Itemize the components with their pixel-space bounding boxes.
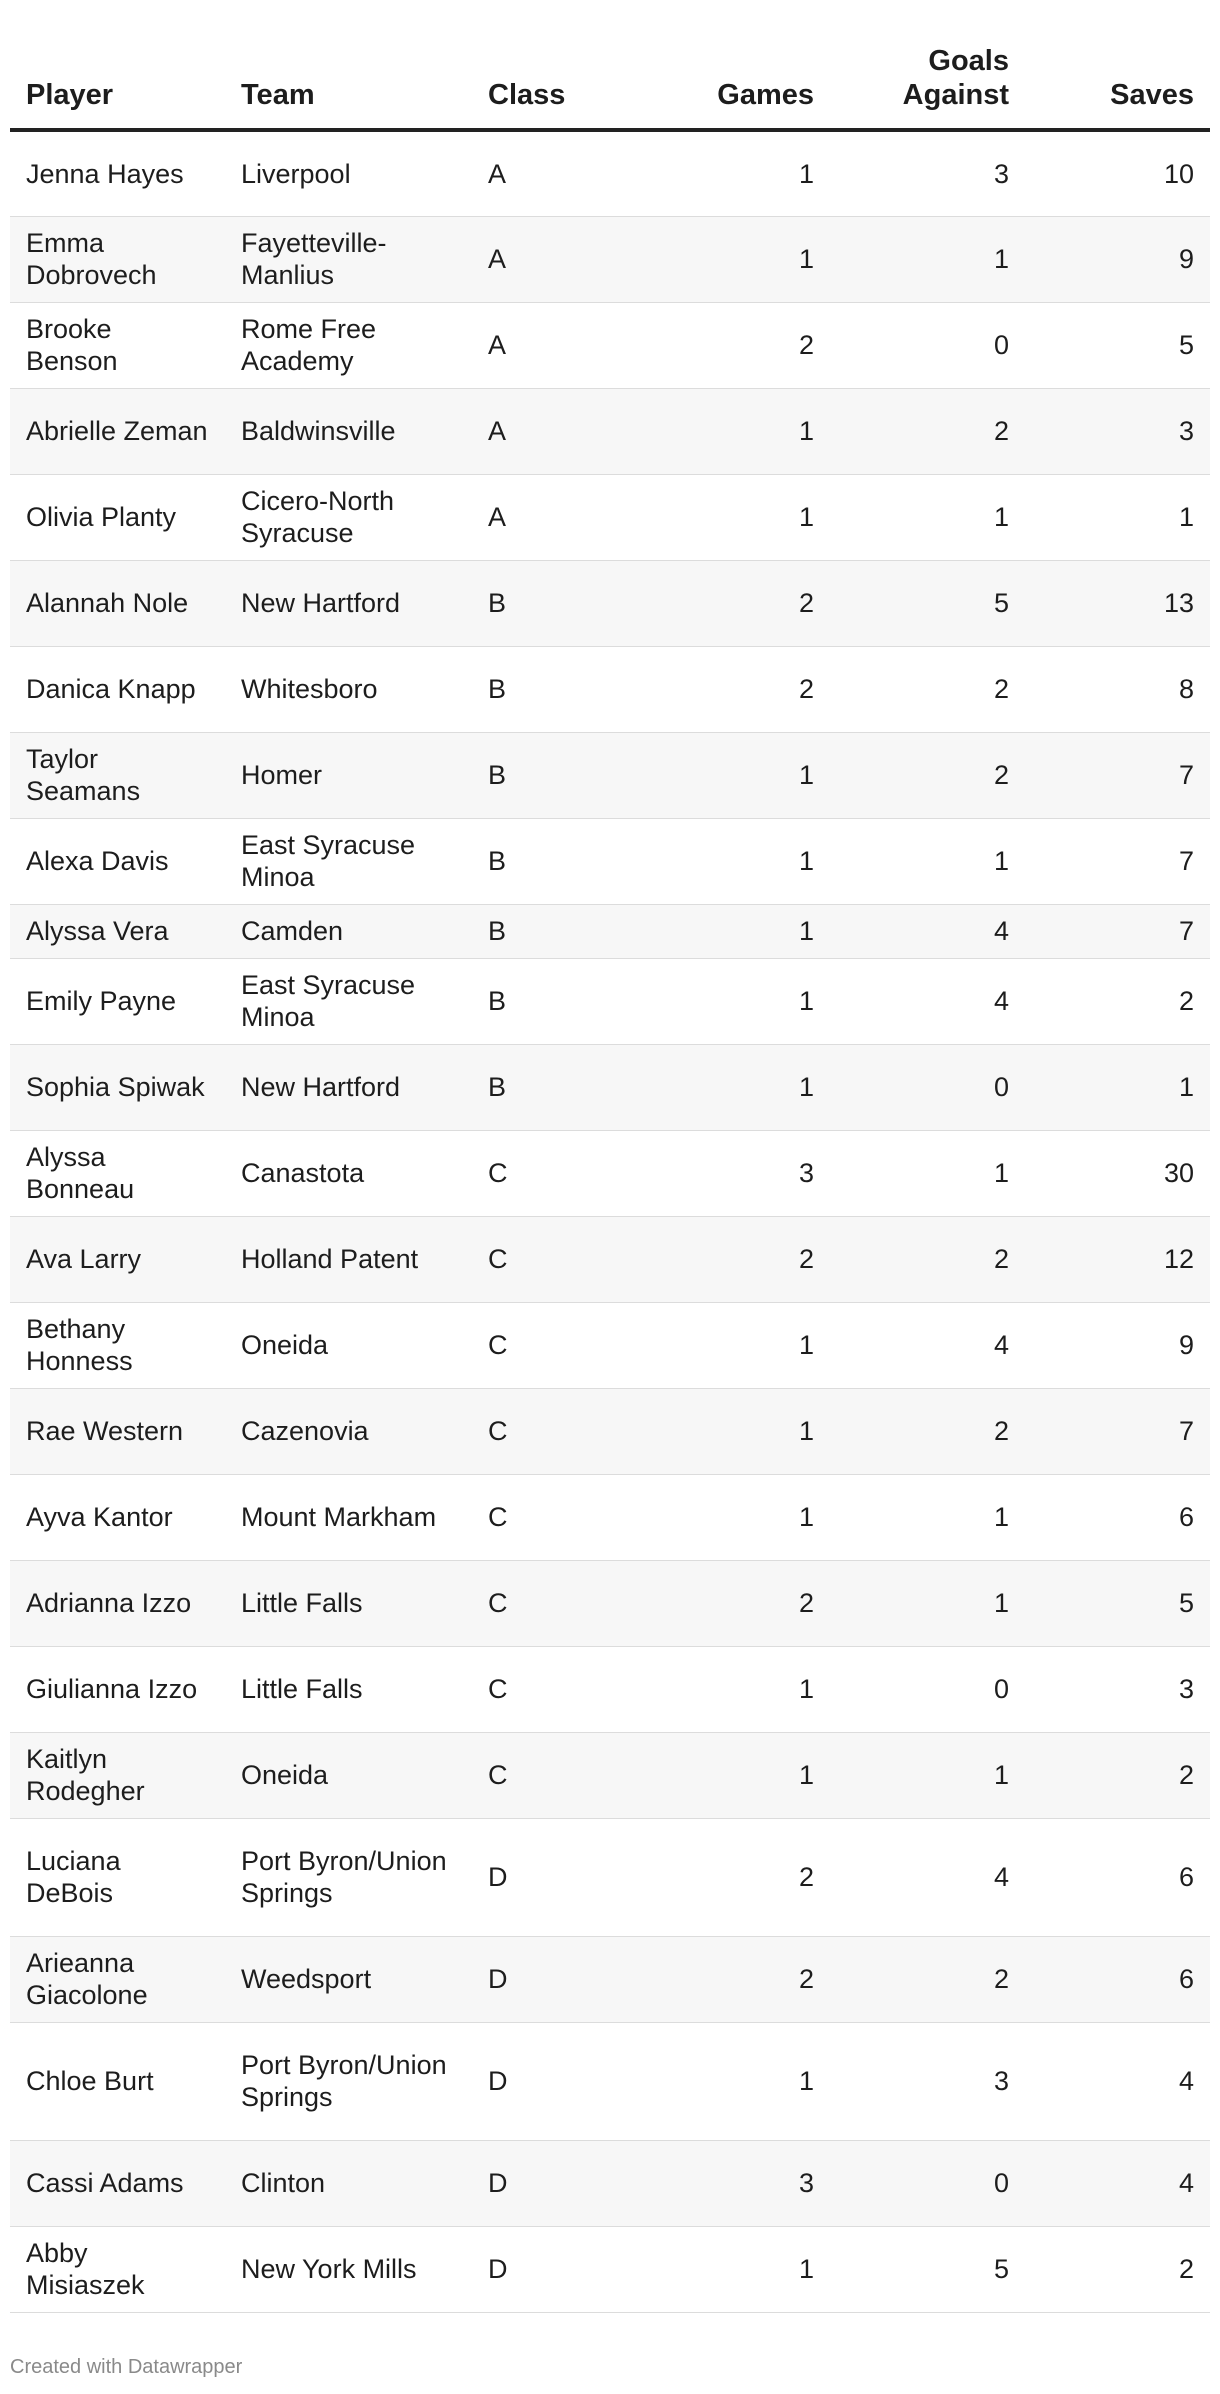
cell-class: C: [472, 1732, 620, 1818]
cell-player: Jenna Hayes: [10, 130, 225, 216]
cell-class: B: [472, 560, 620, 646]
cell-saves: 7: [1025, 818, 1210, 904]
cell-player: Taylor Seamans: [10, 732, 225, 818]
header-games[interactable]: Games: [620, 40, 830, 130]
table-body: [10, 130, 1210, 2312]
cell-team: Clinton: [225, 2140, 472, 2226]
table-row: [10, 646, 1210, 732]
cell-saves: 4: [1025, 2022, 1210, 2140]
header-goals-against[interactable]: Goals Against: [830, 40, 1025, 130]
cell-player: Emma Dobrovech: [10, 216, 225, 302]
cell-games: 1: [620, 216, 830, 302]
cell-player: Alyssa Vera: [10, 904, 225, 958]
table-row: [10, 1474, 1210, 1560]
header-player[interactable]: Player: [10, 40, 225, 130]
cell-saves: 2: [1025, 2226, 1210, 2312]
cell-goals-against: 4: [830, 1818, 1025, 1936]
cell-goals-against: 0: [830, 2140, 1025, 2226]
cell-player: Luciana DeBois: [10, 1818, 225, 1936]
table-row: [10, 1216, 1210, 1302]
cell-class: C: [472, 1474, 620, 1560]
cell-team: Homer: [225, 732, 472, 818]
cell-games: 1: [620, 732, 830, 818]
cell-goals-against: 2: [830, 388, 1025, 474]
table-row: [10, 2226, 1210, 2312]
cell-saves: 3: [1025, 1646, 1210, 1732]
cell-games: 2: [620, 1216, 830, 1302]
cell-saves: 2: [1025, 958, 1210, 1044]
table-row: [10, 216, 1210, 302]
cell-games: 1: [620, 2226, 830, 2312]
cell-goals-against: 0: [830, 1646, 1025, 1732]
cell-team: Fayetteville-Manlius: [225, 216, 472, 302]
cell-goals-against: 0: [830, 302, 1025, 388]
header-row: [10, 40, 1210, 130]
cell-team: Camden: [225, 904, 472, 958]
header-saves[interactable]: Saves: [1025, 40, 1210, 130]
cell-team: New York Mills: [225, 2226, 472, 2312]
cell-class: B: [472, 646, 620, 732]
cell-team: New Hartford: [225, 560, 472, 646]
table-row: [10, 130, 1210, 216]
cell-team: Little Falls: [225, 1560, 472, 1646]
cell-team: New Hartford: [225, 1044, 472, 1130]
cell-team: Little Falls: [225, 1646, 472, 1732]
cell-saves: 1: [1025, 474, 1210, 560]
cell-saves: 5: [1025, 302, 1210, 388]
table-row: [10, 1302, 1210, 1388]
cell-games: 1: [620, 1474, 830, 1560]
cell-player: Brooke Benson: [10, 302, 225, 388]
cell-class: C: [472, 1216, 620, 1302]
cell-player: Olivia Planty: [10, 474, 225, 560]
cell-games: 2: [620, 1936, 830, 2022]
cell-goals-against: 4: [830, 958, 1025, 1044]
table-row: [10, 388, 1210, 474]
cell-class: A: [472, 130, 620, 216]
table-row: [10, 904, 1210, 958]
cell-class: B: [472, 732, 620, 818]
cell-team: Whitesboro: [225, 646, 472, 732]
table-row: [10, 1044, 1210, 1130]
cell-class: B: [472, 958, 620, 1044]
cell-team: Port Byron/Union Springs: [225, 1818, 472, 1936]
cell-class: A: [472, 474, 620, 560]
cell-player: Arieanna Giacolone: [10, 1936, 225, 2022]
table-row: [10, 1818, 1210, 1936]
cell-player: Rae Western: [10, 1388, 225, 1474]
table-row: [10, 560, 1210, 646]
cell-player: Danica Knapp: [10, 646, 225, 732]
cell-team: Port Byron/Union Springs: [225, 2022, 472, 2140]
cell-player: Alexa Davis: [10, 818, 225, 904]
cell-class: B: [472, 818, 620, 904]
table-row: [10, 732, 1210, 818]
cell-goals-against: 5: [830, 560, 1025, 646]
cell-games: 1: [620, 388, 830, 474]
cell-goals-against: 1: [830, 1560, 1025, 1646]
cell-saves: 6: [1025, 1936, 1210, 2022]
table-row: [10, 1388, 1210, 1474]
cell-saves: 9: [1025, 1302, 1210, 1388]
cell-goals-against: 1: [830, 818, 1025, 904]
cell-class: D: [472, 2226, 620, 2312]
cell-class: B: [472, 904, 620, 958]
table-row: [10, 474, 1210, 560]
table-row: [10, 818, 1210, 904]
cell-saves: 13: [1025, 560, 1210, 646]
cell-games: 1: [620, 1388, 830, 1474]
cell-games: 1: [620, 1044, 830, 1130]
cell-goals-against: 1: [830, 1130, 1025, 1216]
cell-player: Sophia Spiwak: [10, 1044, 225, 1130]
cell-team: East Syracuse Minoa: [225, 958, 472, 1044]
cell-saves: 12: [1025, 1216, 1210, 1302]
header-team[interactable]: Team: [225, 40, 472, 130]
cell-goals-against: 2: [830, 1936, 1025, 2022]
cell-goals-against: 1: [830, 1732, 1025, 1818]
cell-team: Holland Patent: [225, 1216, 472, 1302]
cell-player: Ava Larry: [10, 1216, 225, 1302]
cell-saves: 3: [1025, 388, 1210, 474]
cell-saves: 7: [1025, 732, 1210, 818]
cell-player: Cassi Adams: [10, 2140, 225, 2226]
goalie-stats-table: [10, 40, 1210, 2313]
cell-goals-against: 1: [830, 216, 1025, 302]
cell-goals-against: 2: [830, 1388, 1025, 1474]
cell-team: Rome Free Academy: [225, 302, 472, 388]
cell-saves: 8: [1025, 646, 1210, 732]
cell-team: Cicero-North Syracuse: [225, 474, 472, 560]
cell-saves: 7: [1025, 904, 1210, 958]
cell-player: Abrielle Zeman: [10, 388, 225, 474]
cell-games: 1: [620, 1302, 830, 1388]
cell-goals-against: 5: [830, 2226, 1025, 2312]
cell-games: 2: [620, 302, 830, 388]
cell-class: C: [472, 1560, 620, 1646]
cell-games: 1: [620, 130, 830, 216]
cell-class: C: [472, 1302, 620, 1388]
table-row: [10, 2140, 1210, 2226]
cell-games: 3: [620, 2140, 830, 2226]
cell-team: Mount Markham: [225, 1474, 472, 1560]
cell-saves: 30: [1025, 1130, 1210, 1216]
cell-saves: 7: [1025, 1388, 1210, 1474]
cell-team: East Syracuse Minoa: [225, 818, 472, 904]
cell-games: 1: [620, 1646, 830, 1732]
cell-goals-against: 1: [830, 474, 1025, 560]
cell-goals-against: 3: [830, 2022, 1025, 2140]
cell-player: Giulianna Izzo: [10, 1646, 225, 1732]
cell-goals-against: 1: [830, 1474, 1025, 1560]
cell-player: Alyssa Bonneau: [10, 1130, 225, 1216]
table-row: [10, 1646, 1210, 1732]
cell-class: D: [472, 1818, 620, 1936]
cell-saves: 6: [1025, 1474, 1210, 1560]
cell-saves: 2: [1025, 1732, 1210, 1818]
cell-games: 1: [620, 958, 830, 1044]
cell-class: B: [472, 1044, 620, 1130]
cell-games: 2: [620, 1560, 830, 1646]
cell-saves: 1: [1025, 1044, 1210, 1130]
header-class[interactable]: Class: [472, 40, 620, 130]
cell-class: A: [472, 216, 620, 302]
cell-player: Kaitlyn Rodegher: [10, 1732, 225, 1818]
cell-team: Baldwinsville: [225, 388, 472, 474]
cell-saves: 5: [1025, 1560, 1210, 1646]
cell-saves: 9: [1025, 216, 1210, 302]
footer-credit: Created with Datawrapper: [10, 2356, 243, 2378]
table-row: [10, 958, 1210, 1044]
cell-player: Adrianna Izzo: [10, 1560, 225, 1646]
cell-games: 1: [620, 904, 830, 958]
cell-team: Cazenovia: [225, 1388, 472, 1474]
cell-class: C: [472, 1130, 620, 1216]
cell-class: A: [472, 388, 620, 474]
cell-games: 1: [620, 2022, 830, 2140]
cell-saves: 10: [1025, 130, 1210, 216]
table-row: [10, 2022, 1210, 2140]
cell-class: C: [472, 1388, 620, 1474]
cell-goals-against: 3: [830, 130, 1025, 216]
cell-player: Abby Misiaszek: [10, 2226, 225, 2312]
cell-games: 1: [620, 818, 830, 904]
table-row: [10, 1560, 1210, 1646]
cell-class: A: [472, 302, 620, 388]
cell-games: 2: [620, 646, 830, 732]
table-header: [10, 40, 1210, 130]
cell-class: D: [472, 2022, 620, 2140]
cell-goals-against: 4: [830, 904, 1025, 958]
cell-team: Liverpool: [225, 130, 472, 216]
cell-player: Bethany Honness: [10, 1302, 225, 1388]
cell-saves: 6: [1025, 1818, 1210, 1936]
cell-saves: 4: [1025, 2140, 1210, 2226]
cell-goals-against: 2: [830, 1216, 1025, 1302]
cell-class: D: [472, 1936, 620, 2022]
table-row: [10, 1732, 1210, 1818]
cell-class: D: [472, 2140, 620, 2226]
goalie-stats-table-container: [10, 40, 1210, 2313]
cell-player: Chloe Burt: [10, 2022, 225, 2140]
cell-games: 1: [620, 474, 830, 560]
cell-goals-against: 4: [830, 1302, 1025, 1388]
cell-goals-against: 2: [830, 732, 1025, 818]
table-row: [10, 302, 1210, 388]
table-row: [10, 1130, 1210, 1216]
cell-goals-against: 2: [830, 646, 1025, 732]
cell-player: Alannah Nole: [10, 560, 225, 646]
cell-games: 2: [620, 1818, 830, 1936]
cell-team: Oneida: [225, 1302, 472, 1388]
cell-team: Weedsport: [225, 1936, 472, 2022]
cell-class: C: [472, 1646, 620, 1732]
cell-games: 3: [620, 1130, 830, 1216]
cell-player: Emily Payne: [10, 958, 225, 1044]
table-row: [10, 1936, 1210, 2022]
cell-team: Canastota: [225, 1130, 472, 1216]
cell-team: Oneida: [225, 1732, 472, 1818]
cell-games: 1: [620, 1732, 830, 1818]
cell-goals-against: 0: [830, 1044, 1025, 1130]
cell-games: 2: [620, 560, 830, 646]
cell-player: Ayva Kantor: [10, 1474, 225, 1560]
